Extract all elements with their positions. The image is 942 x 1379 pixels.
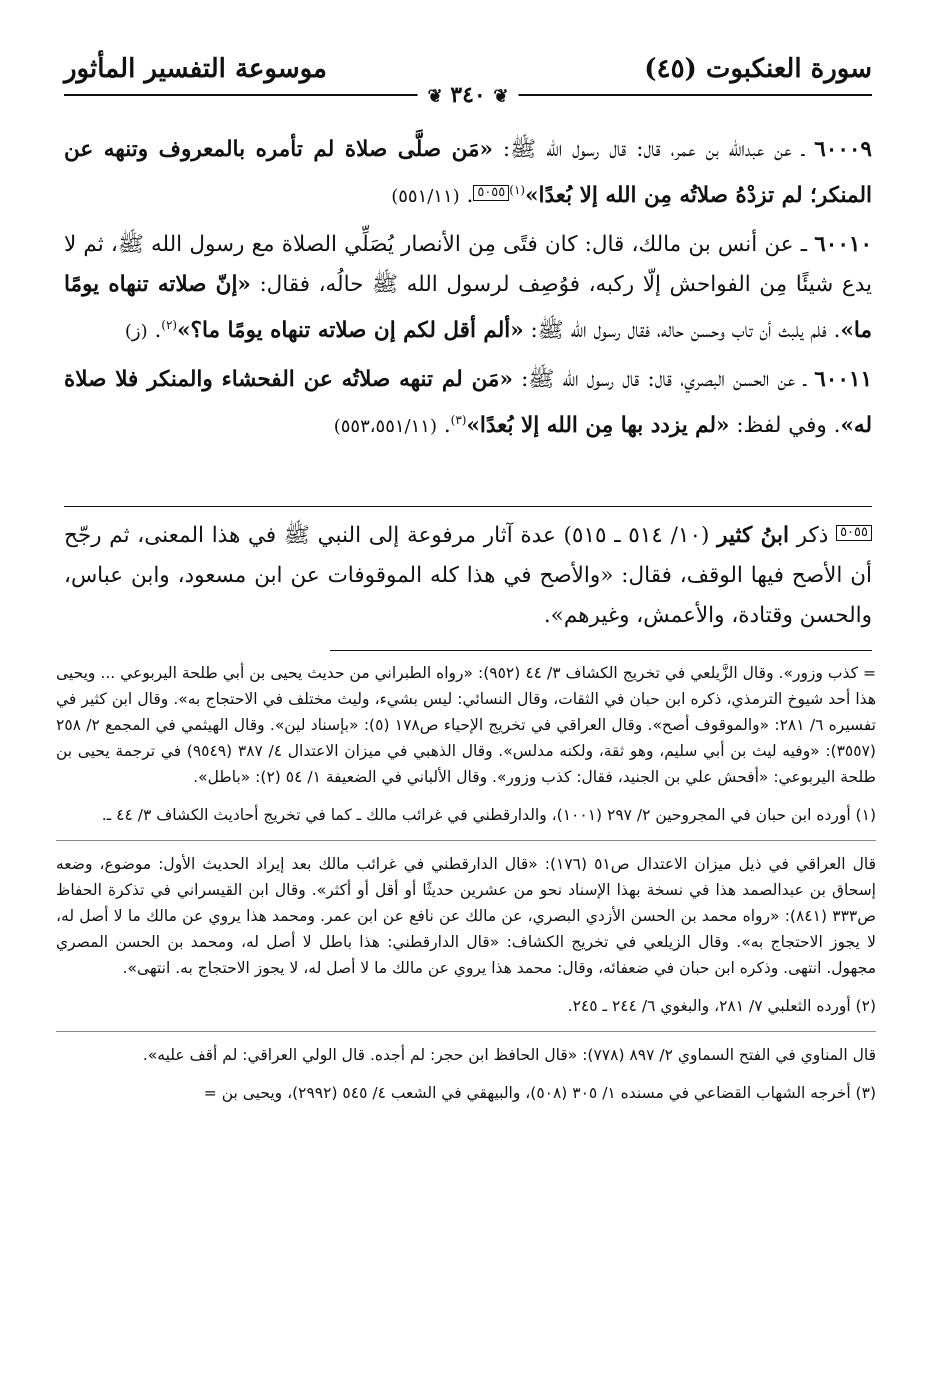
footnote: = كذب وزور». وقال الزَّيلعي في تخريج الكشاف ٣/ ٤٤ (٩٥٢): «رواه الطبراني من حديث يحيى بن أبي طلحة اليربوعي ... ويحيى هذا أحد شيوخ الترمذي، ذكره ابن حبان في الثقات، وقال النسائي: ليس بشيء، وليث مختلف في الاحتجاج به». وقال ابن كثير في تفسيره ٦/ ٢٨١: «والموقوف أصح». وقال العراقي في تخريج الإحياء ص١٧٨ (٥): «بإسناد لين». وقال الهيثمي في المجمع ٢/ ٢٥٨ (٣٥٥٧): «وفيه ليث بن أبي سليم، وهو ثقة، ولكنه مدلس». وقال الذهبي في ميزان الاعتدال ٤/ ٣٨٧ (٩٥٤٩) في ترجمة يحيى بن طلحة اليربوعي: «أفحش علي بن الجنيد، فقال: كذب وزور». وقال الألباني في الضعيفة ١/ ٥٤ (٢): «باطل». xyxy=(56,664,876,786)
footnote-separator xyxy=(56,840,876,841)
hadith-entry xyxy=(64,360,872,447)
hadith-quote: «إنّ صلاته تنهاه يومًا ما» xyxy=(64,272,872,343)
commentary-lead: ذكر xyxy=(788,523,837,548)
footnote-divider xyxy=(330,650,872,651)
surah-title: سورة العنكبوت (٤٥) xyxy=(644,54,872,84)
footnote-marker: (٣) xyxy=(450,413,467,427)
hadith-number: ٦٠٠٠٩ xyxy=(814,137,872,162)
hadith-quote: «مَن لم تنهه صلاتُه عن الفحشاء والمنكر فلا صلاة له» xyxy=(64,367,872,438)
hadith-text: . xyxy=(147,318,162,343)
ornament-icon: ❦ xyxy=(493,86,509,107)
hadith-reference: (٥٥١/١١) xyxy=(391,186,460,207)
hadith-quote: «مَن صلَّى صلاة لم تأمره بالمعروف وتنهه عن المنكر؛ لم تزدْهُ صلاتُه مِن الله إلا بُعدًا» xyxy=(64,137,872,208)
commentary-text xyxy=(64,516,872,636)
footnote: (٢) أورده الثعلبي ٧/ ٢٨١، والبغوي ٦/ ٢٤٤ ـ ٢٤٥. xyxy=(567,997,876,1015)
hadith-number: ٦٠٠١١ xyxy=(814,367,872,392)
scholar-name: ابنُ كثير xyxy=(717,523,789,548)
commentary-body: (١٠/ ٥١٤ ـ ٥١٥) عدة آثار مرفوعة إلى النبي ﷺ في هذا المعنى، ثم رجّح أن الأصح فيها الوقف، فقال: «والأصح في هذا كله الموقوفات عن ابن مسعود، وابن عباس، والحسن وقتادة، والأعمش، وغيرهم». xyxy=(64,523,872,628)
hadith-text: . وفي لفظ: xyxy=(729,413,841,438)
footnote: (٣) أخرجه الشهاب القضاعي في مسنده ١/ ٣٠٥ (٥٠٨)، والبيهقي في الشعب ٤/ ٥٤٥ (٢٩٩٢)، ويحيى بن = xyxy=(203,1084,876,1102)
hadith-entry xyxy=(64,130,872,217)
ornament-icon: ❦ xyxy=(427,86,443,107)
hadith-quote: «ألم أقل لكم إن صلاته تنهاه يومًا ما؟» xyxy=(177,318,524,343)
footnote: قال المناوي في الفتح السماوي ٢/ ٨٩٧ (٧٧٨): «قال الحافظ ابن حجر: لم أجده. قال الولي العراقي: لم أقف عليه». xyxy=(142,1046,876,1064)
hadith-text: . xyxy=(459,183,474,208)
page-header xyxy=(64,50,872,110)
commentary-ref-box: ٥٠٥٥ xyxy=(836,525,872,541)
footnotes-block xyxy=(56,660,876,1118)
page-number-block xyxy=(418,82,519,108)
hadith-text: ـ عن الحسن البصري، قال: قال رسول الله ﷺ: xyxy=(512,367,815,392)
page-number: ٣٤٠ xyxy=(450,82,486,108)
hadith-reference: (ز) xyxy=(124,321,148,342)
footnote-marker: (١) xyxy=(509,183,526,197)
hadith-text: ـ عن عبدالله بن عمر، قال: قال رسول الله ﷺ: xyxy=(493,137,815,162)
hadith-number: ٦٠٠١٠ xyxy=(814,232,872,257)
book-title: موسوعة التفسير المأثور xyxy=(64,54,327,84)
hadith-text: . xyxy=(436,413,451,438)
footnote-marker: (٢) xyxy=(161,318,178,332)
hadith-quote: «لم يزدد بها مِن الله إلا بُعدًا» xyxy=(466,413,730,438)
hadith-text-block xyxy=(64,130,872,455)
footnote-separator xyxy=(56,1031,876,1032)
hadith-text: . فلم يلبث أن تاب وحسن حاله، فقال رسول الله ﷺ: xyxy=(523,318,841,343)
commentary-block xyxy=(64,516,872,636)
commentary-ref-box: ٥٠٥٥ xyxy=(473,185,509,201)
section-divider xyxy=(64,506,872,507)
footnote: (١) أورده ابن حبان في المجروحين ٢/ ٢٩٧ (١٠٠١)، والدارقطني في غرائب مالك ـ كما في تخريج أحاديث الكشاف ٣/ ٤٤ ـ. xyxy=(101,806,876,824)
footnote: قال العراقي في ذيل ميزان الاعتدال ص٥١ (١٧٦): «قال الدارقطني في غرائب مالك بعد إيراد الحديث الأول: موضوع، وضعه إسحاق بن عبدالصمد هذا في نسخة بهذا الإسناد نحو من عشرين حديثًا أو أقل أو أكثر». وقال ابن القيسراني في تذكرة الحفاظ ص٣٣٣ (٨٤١): «رواه محمد بن الحسن الأزدي البصري، عن مالك عن نافع عن ابن عمر. ومحمد هذا يروي عن مالك ما لا أصل له، لا يجوز الاحتجاج به». وقال الزيلعي في تخريج الكشاف: «قال الدارقطني: هذا باطل لا أصل له، ومحمد بن الحسن المصري مجهول. انتهى. وذكره ابن حبان في ضعفائه، وقال: محمد هذا يروي عن مالك ما لا أصل له، لا يجوز الاحتجاج به. انتهى». xyxy=(56,855,877,977)
hadith-reference: (٥٥٣،٥٥١/١١) xyxy=(333,416,437,437)
hadith-text: ـ عن أنس بن مالك، قال: كان فتًى مِن الأنصار يُصَلِّي الصلاة مع رسول الله ﷺ، ثم لا يدع شيئًا مِن الفواحش إلّا ركبه، فوُصِف لرسول الله ﷺ حالُه، فقال: xyxy=(64,232,872,297)
hadith-entry xyxy=(64,225,872,352)
